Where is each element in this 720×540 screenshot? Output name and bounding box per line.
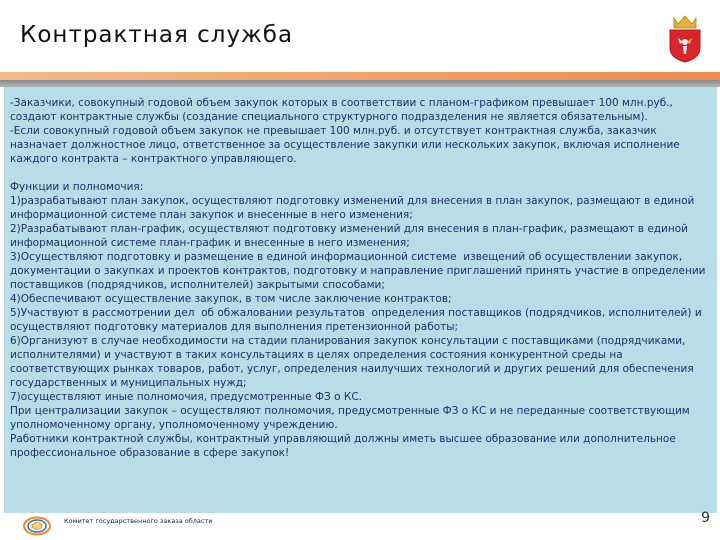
paragraph-threshold-over: -Заказчики, совокупный годовой объем закупок которых в соответствии с планом-графиком превышает 100 млн.руб., создают контрактные службы (создание специального структурного подразделения не является обязательным).: [10, 97, 677, 123]
function-item-6: 6)Организуют в случае необходимости на стадии планирования закупок консультации с поставщиками (подрядчиками, исполнителями) и участвуют в таких консультациях в целях определения состояния конкурентной среды на соответствующих рынках товаров, работ, услуг, определения наилучших технологий и других решений для обеспечения государственных и муниципальных нужд;: [10, 335, 697, 389]
footer-org-name: Комитет государственного заказа области: [64, 517, 213, 525]
centralization-note: При централизации закупок – осуществляют полномочия, предусмотренные ФЗ о КС и не переданные соответствующим уполномоченному органу, уполномоченному учреждению.: [10, 405, 694, 431]
orange-divider-stripe: [0, 72, 720, 80]
function-item-1: 1)разрабатывают план закупок, осуществляют подготовку изменений для внесения в план закупок, размещают в единой информационной системе план закупок и внесенные в него изменения;: [10, 195, 698, 221]
grey-divider-stripe: [0, 80, 720, 87]
page-number: 9: [701, 510, 710, 526]
function-item-4: 4)Обеспечивают осуществление закупок, в том числе заключение контрактов;: [10, 293, 452, 305]
function-item-3: 3)Осуществляют подготовку и размещение в единой информационной системе извещений об осуществлении закупок, документации о закупках и проектов контрактов, подготовку и направление приглашений принять участие в определении поставщиков (подрядчиков, исполнителей) закрытыми способами;: [10, 251, 709, 291]
functions-heading: Функции и полномочия:: [10, 181, 144, 193]
content-panel: [4, 87, 717, 513]
slide-title: Контрактная служба: [20, 22, 294, 48]
fz-logo-icon: [22, 516, 52, 536]
slide-header: [0, 0, 720, 72]
paragraph-spacer: [10, 166, 713, 180]
function-item-5: 5)Участвуют в рассмотрении дел об обжаловании результатов определения поставщиков (подрядчиков, исполнителей) и осуществляют подготовку материалов для выполнения претензионной работы;: [10, 307, 705, 333]
function-item-7: 7)осуществляют иные полномочия, предусмотренные ФЗ о КС.: [10, 391, 363, 403]
function-item-2: 2)Разрабатывают план-график, осуществляют подготовку изменений для внесения в план-график, размещают в единой информационной системе план-график и внесенные в него изменения;: [10, 223, 692, 249]
paragraph-threshold-under: -Если совокупный годовой объем закупок не превышает 100 млн.руб. и отсутствует контрактная служба, заказчик назначает должностное лицо, ответственное за осуществление закупки или нескольких закупок, включая исполнение каждого контракта – контрактного управляющего.: [10, 125, 684, 165]
education-requirement: Работники контрактной службы, контрактный управляющий должны иметь высшее образование или дополнительное профессиональное образование в сфере закупок!: [10, 433, 680, 459]
coat-of-arms-icon: [664, 12, 706, 64]
